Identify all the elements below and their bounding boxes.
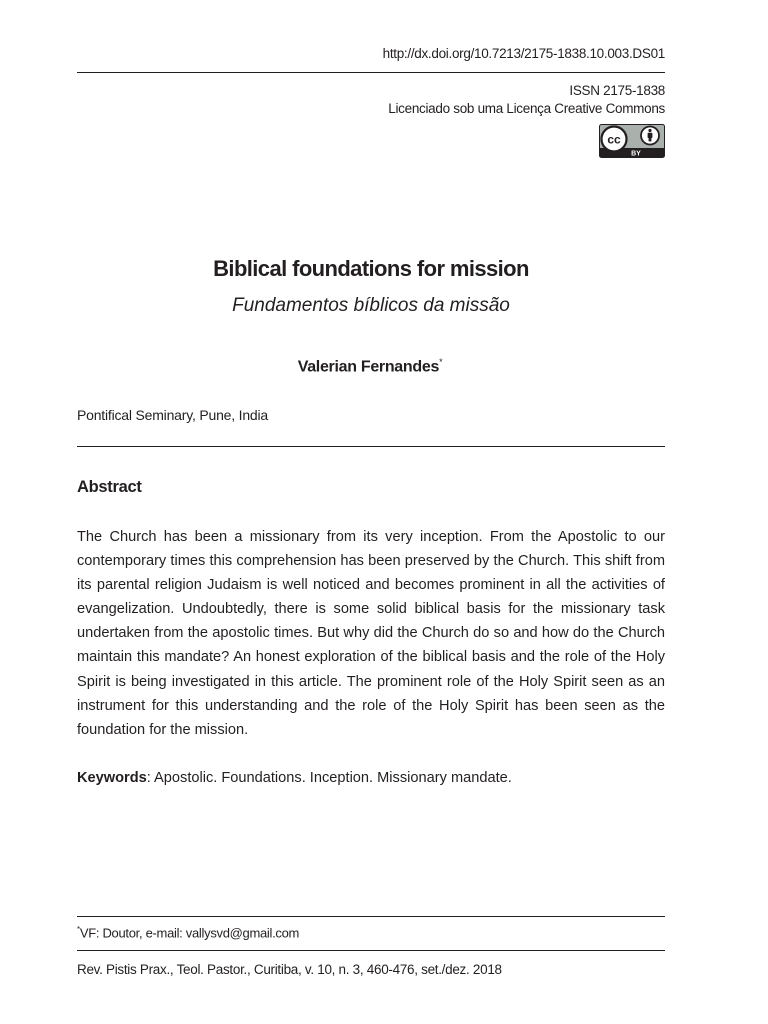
affiliation-rule <box>77 446 665 447</box>
article-title: Biblical foundations for mission <box>213 256 529 281</box>
author-footnote-mark[interactable]: * <box>439 357 443 367</box>
cc-by-icon[interactable] <box>599 124 665 158</box>
cc-badge-text: cc <box>607 132 621 147</box>
abstract-heading: Abstract <box>77 478 142 496</box>
footnote <box>77 925 299 940</box>
keywords-label: Keywords <box>77 770 147 786</box>
footnote-text: VF: Doutor, e-mail: vallysvd@gmail.com <box>79 925 300 941</box>
author-line <box>0 357 740 376</box>
abstract-body: The Church has been a missionary from its very inception. From the Apostolic to our contemporary times this comprehension has been preserved by the Church. This shift from its parental religion Judaism is well noticed and becomes prominent in all the activities of evangelization. Undoubtedly, there is some solid biblical basis for the missionary task undertaken from the apostolic times. But why did the Church do so and how do the Church maintain this mandate? An honest exploration of the biblical basis and the role of the Holy Spirit is being investigated in this article. The prominent role of the Holy Spirit seen as an instrument for this understanding and the role of the Holy Spirit has been seen as the foundation for the mission. <box>77 529 665 738</box>
citation-footer: Rev. Pistis Prax., Teol. Pastor., Curitiba, v. 10, n. 3, 460-476, set./dez. 2018 <box>77 962 502 977</box>
journal-info <box>388 82 665 118</box>
footnote-mark: * <box>77 925 80 934</box>
keywords-line <box>77 766 665 790</box>
doi-link[interactable]: http://dx.doi.org/10.7213/2175-1838.10.003.DS01 <box>382 46 665 61</box>
author-name: Valerian Fernandes <box>297 358 440 376</box>
keywords-list: : Apostolic. Foundations. Inception. Missionary mandate. <box>146 770 512 786</box>
affiliation: Pontifical Seminary, Pune, India <box>77 407 269 423</box>
header-rule <box>77 72 665 73</box>
issn-text: ISSN 2175-1838 <box>569 83 665 98</box>
by-badge-text: BY <box>631 150 641 158</box>
article-subtitle: Fundamentos bíblicos da missão <box>232 295 510 316</box>
footer-rule <box>77 950 665 951</box>
license-text: Licenciado sob uma Licença Creative Commons <box>388 101 665 116</box>
footnote-rule <box>77 916 665 917</box>
